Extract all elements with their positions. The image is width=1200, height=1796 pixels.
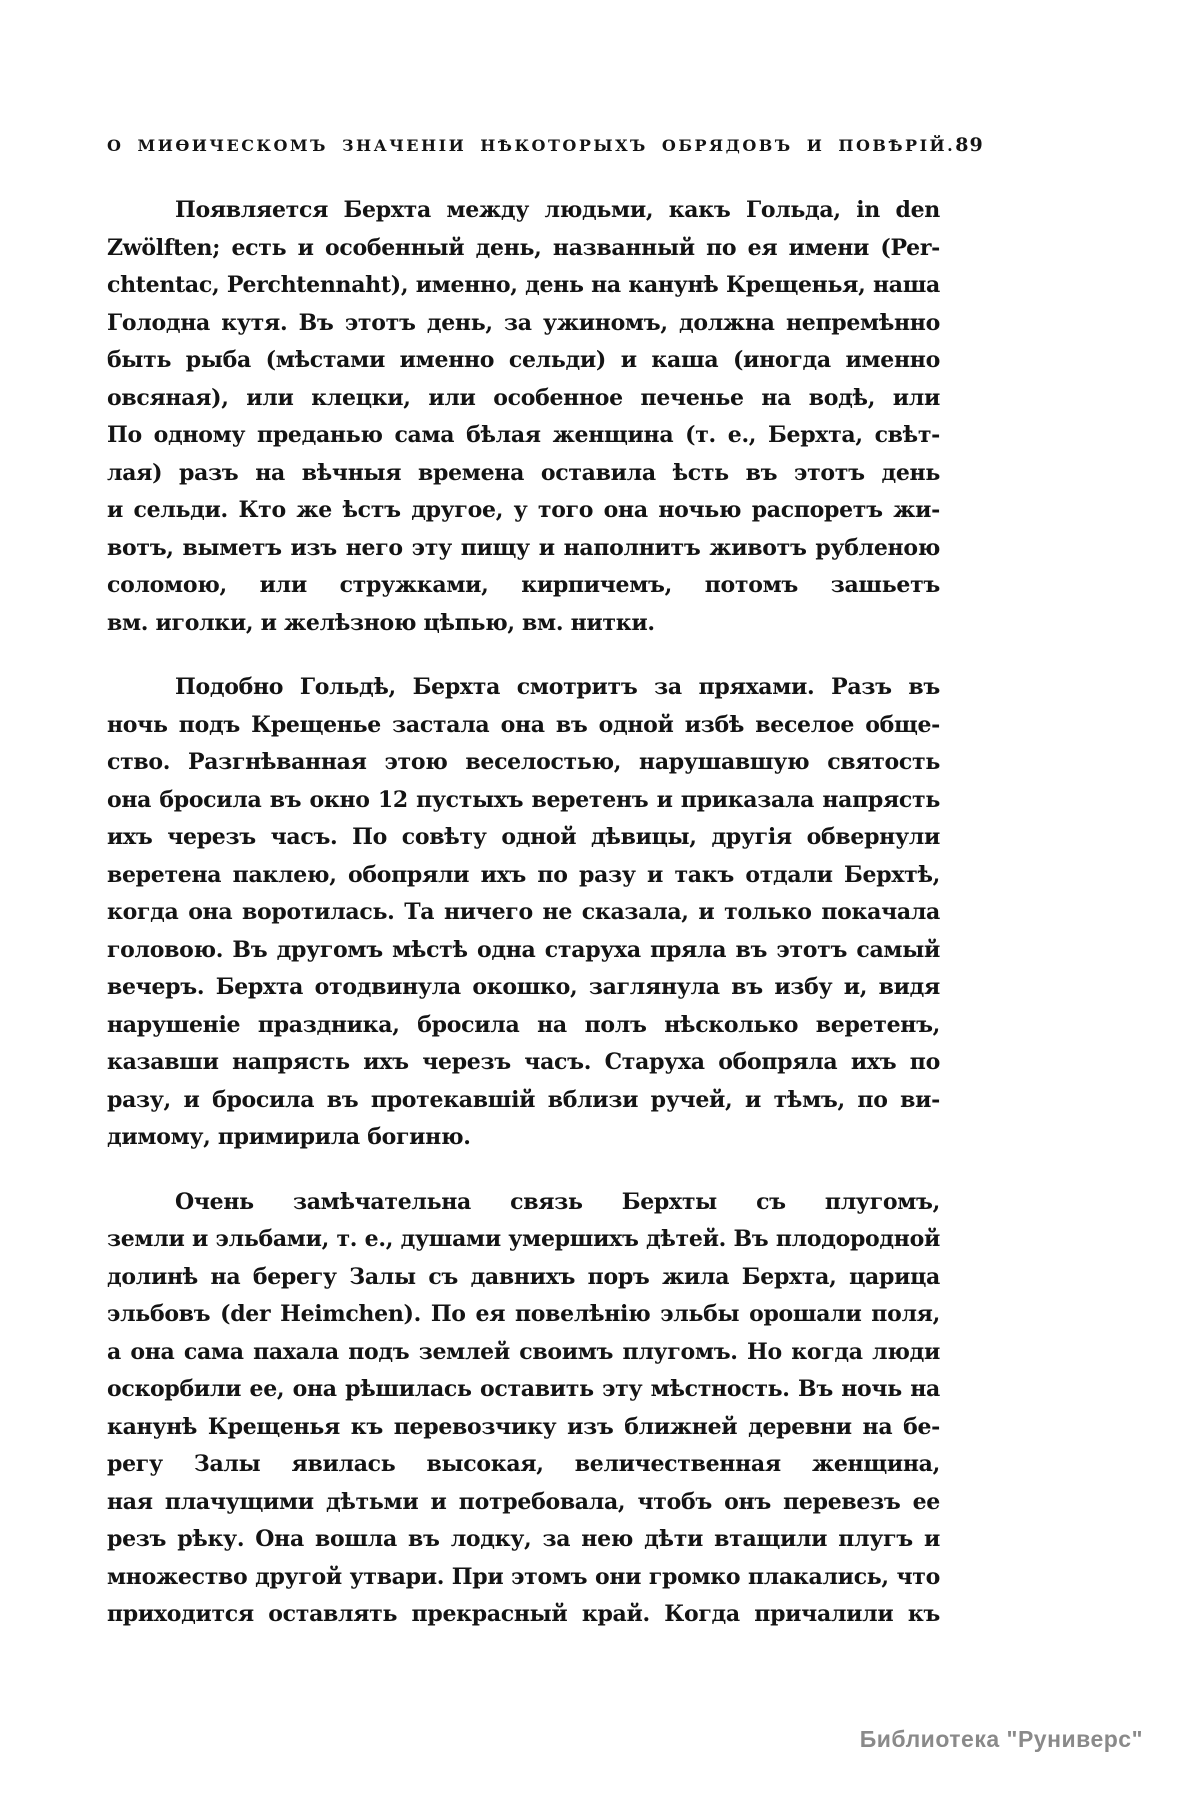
page-body	[107, 192, 940, 1634]
text-line: и сельди. Кто же ѣстъ другое, у того она ночью распоретъ жи-	[107, 497, 940, 523]
text-line: ство. Разгнѣванная этою веселостью, нарушавшую святость	[107, 749, 940, 775]
text-line: ихъ черезъ часъ. По совѣту одной дѣвицы, другія обвернули	[107, 824, 940, 850]
paragraph	[107, 669, 940, 1157]
text-line: резъ рѣку. Она вошла въ лодку, за нею дѣти втащили плугъ и	[107, 1526, 940, 1552]
text-line: Очень замѣчательна связь Берхты съ плугомъ,	[175, 1188, 940, 1215]
text-line: вм. иголки, и желѣзною цѣпью, вм. нитки.	[107, 609, 655, 636]
text-line: земли и эльбами, т. е., душами умершихъ дѣтей. Въ плодородной	[107, 1226, 940, 1252]
text-line: а она сама пахала подъ землей своимъ плугомъ. Но когда люди	[107, 1338, 940, 1365]
text-line: эльбовъ (der Heimchen). По ея повелѣнію эльбы орошали поля,	[107, 1301, 940, 1327]
text-line: множество другой утвари. При этомъ они громко плакались, что	[107, 1563, 940, 1590]
running-header	[107, 134, 984, 156]
page-title: О МИѲИЧЕСКОМЪ ЗНАЧЕНІИ НѢКОТОРЫХЪ ОБРЯДОВЪ И ПОВѢРІЙ.	[107, 136, 956, 155]
paragraph	[107, 1184, 940, 1634]
text-line: веретена паклею, обопряли ихъ по разу и такъ отдали Берхтѣ,	[107, 861, 940, 888]
text-line: Подобно Гольдѣ, Берхта смотритъ за пряхами. Разъ въ	[175, 674, 940, 700]
text-line: оскорбили ее, она рѣшилась оставить эту мѣстность. Въ ночь на	[107, 1376, 940, 1402]
text-line: казавши напрясть ихъ черезъ часъ. Старуха обопряла ихъ по	[107, 1049, 940, 1075]
page-number: 89	[955, 134, 984, 156]
text-line: овсяная), или клецки, или особенное печенье на водѣ, или	[107, 384, 940, 411]
text-line: нарушеніе праздника, бросила на полъ нѣсколько веретенъ,	[107, 1011, 940, 1038]
text-line: ночь подъ Крещенье застала она въ одной избѣ веселое обще-	[107, 711, 940, 738]
text-line: лая) разъ на вѣчныя времена оставила ѣсть въ этотъ день	[107, 459, 940, 486]
text-line: вотъ, выметъ изъ него эту пищу и наполнитъ животъ рубленою	[107, 534, 940, 561]
text-line: Zwölften; есть и особенный день, названный по ея имени (Per-	[107, 234, 940, 261]
text-line: Появляется Берхта между людьми, какъ Гольда, in den	[175, 197, 940, 223]
text-line: головою. Въ другомъ мѣстѣ одна старуха пряла въ этотъ самый	[107, 936, 940, 963]
text-line: По одному преданью сама бѣлая женщина (т. е., Берхта, свѣт-	[107, 422, 940, 448]
text-line: быть рыба (мѣстами именно сельди) и каша (иногда именно	[107, 347, 940, 373]
text-line: регу Залы явилась высокая, величественная женщина,	[107, 1451, 940, 1477]
text-line: соломою, или стружками, кирпичемъ, потомъ зашьетъ	[107, 572, 940, 598]
text-line: вечеръ. Берхта отодвинула окошко, заглянула въ избу и, видя	[107, 974, 940, 1000]
text-line: приходится оставлять прекрасный край. Когда причалили къ	[107, 1601, 940, 1627]
library-watermark: Библиотека "Руниверс"	[859, 1726, 1143, 1752]
text-line: она бросила въ окно 12 пустыхъ веретенъ и приказала напрясть	[107, 786, 940, 813]
text-line: разу, и бросила въ протекавшій вблизи ручей, и тѣмъ, по ви-	[107, 1086, 940, 1113]
paragraph	[107, 192, 940, 642]
text-line: Голодна кутя. Въ этотъ день, за ужиномъ, должна непремѣнно	[107, 309, 940, 336]
text-line: chtentac, Perchtennaht), именно, день на канунѣ Крещенья, наша	[107, 272, 940, 298]
text-line: димому, примирила богиню.	[107, 1124, 471, 1150]
text-line: когда она воротилась. Та ничего не сказала, и только покачала	[107, 899, 940, 925]
text-line: ная плачущими дѣтьми и потребовала, чтобъ онъ перевезъ ее	[107, 1488, 940, 1515]
text-line: канунѣ Крещенья къ перевозчику изъ ближней деревни на бе-	[107, 1413, 940, 1440]
text-line: долинѣ на берегу Залы съ давнихъ поръ жила Берхта, царица	[107, 1263, 940, 1290]
